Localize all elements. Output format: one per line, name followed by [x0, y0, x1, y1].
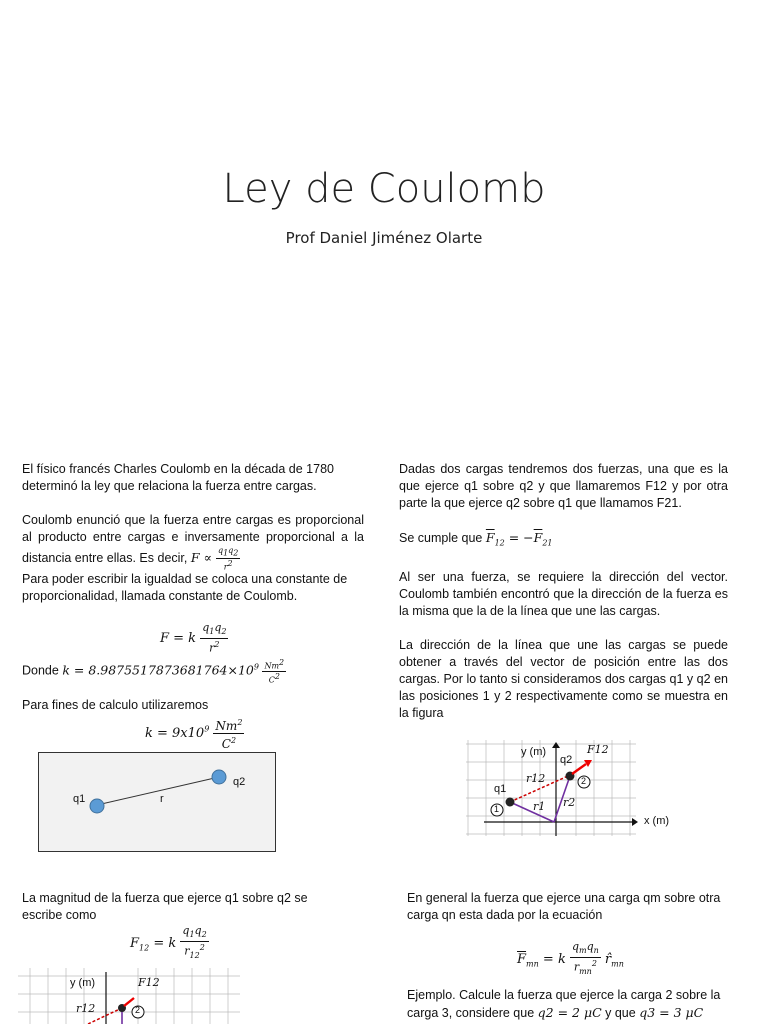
f12-label: F12 — [138, 976, 160, 989]
charge-q2 — [212, 770, 226, 784]
fig-r1-label: r1 — [533, 800, 546, 813]
right-column — [399, 461, 728, 739]
author: Prof Daniel Jiménez Olarte — [285, 229, 483, 247]
vector-figure: y (m) x (m) q1 q2 F12 r12 r1 r2 1 2 — [466, 740, 676, 836]
forces-paragraph: Dadas dos cargas tendremos dos fuerzas, una que es la que ejerce q1 sobre q2 y que llamaremos F12 y por otra parte la que ejerce q2 sobre q1 que llamamos F21. — [399, 462, 728, 510]
intro-paragraph: El físico francés Charles Coulomb en la década de 1780 determinó la ley que relaciona la fuerza entre cargas. — [22, 462, 334, 493]
general-formula: $\overline{F}_{mn} = k$ $\frac{q_mq_n}{r_{mn}^2}$ $r̂_{mn}$ — [517, 940, 624, 977]
fig-q2-label: q2 — [560, 754, 573, 766]
page-title: Ley de Coulomb — [222, 166, 546, 212]
r-label: r — [160, 793, 164, 805]
q1-label: q1 — [73, 793, 86, 805]
f12-magnitude-formula: $F_{12} = k$ $\frac{q_1q_2}{r_{12}^2}$ — [130, 924, 207, 961]
k-approx-formula: $k = 9x10^9$ $\frac{Nm^2}{C^2}$ — [145, 718, 243, 751]
q2-label: q2 — [233, 776, 246, 788]
y-axis-label: y (m) — [521, 746, 547, 758]
proportional-formula: F ∝ $\frac{q_1q_2}{r^2}$ — [190, 546, 239, 572]
coulomb-paragraph: Coulomb enunció que la fuerza entre cargas es proporcional al producto entre cargas e inversamente proporcional a la distancia entre ellas. Es decir, F ∝ $\frac{q_1q_2}{r^2}$ — [22, 513, 364, 572]
constant-line: Donde $k = 8.9875517873681764\times 10^9$ $\frac{Nm^2}{C^2}$ — [22, 658, 285, 685]
fig-q1-label: q1 — [494, 783, 507, 795]
general-text: En general la fuerza que ejerce una carga qm sobre otra carga qn esta dada por la ecuación — [407, 891, 721, 922]
distance-line — [97, 777, 219, 805]
x-axis-label: x (m) — [644, 815, 670, 827]
fig-f12-label: F12 — [587, 743, 609, 756]
vector-figure-partial: y (m) F12 r12 2 — [18, 968, 240, 1024]
coulomb-formula: F = k $\frac{q_1q_2}{r^2}$ — [160, 621, 227, 655]
k-exact-value: 8.9875517873681764×10 — [88, 662, 254, 678]
fig-r2-label: r2 — [563, 796, 576, 809]
equality-line: Se cumple que $\overline{F}_{12} = -\overline{F}_{21}$ — [399, 530, 553, 548]
direction-paragraph: Al ser una fuerza, se requiere la dirección del vector. Coulomb también encontró que la dirección de la fuerza es la misma que la de la línea que une las cargas. — [399, 569, 728, 618]
position-vector-paragraph: La dirección de la línea que une las cargas se puede obtener a través del vector de posición entre las dos cargas. Por lo tanto si consideramos dos cargas q1 y q2 en las posiciones 1 y 2 respectivamente como se muestra en la figura — [399, 637, 728, 720]
fig-r12-label: r12 — [526, 772, 546, 785]
r12-label: r12 — [76, 1002, 96, 1015]
equality-paragraph: Para poder escribir la igualdad se coloca una constante de proporcionalidad, llamada constante de Coulomb. — [22, 572, 348, 604]
left-column — [22, 461, 364, 622]
calc-intro: Para fines de calculo utilizaremos — [22, 698, 209, 712]
magnitude-text: La magnitud de la fuerza que ejerce q1 sobre q2 se escribe como — [22, 891, 308, 922]
charges-diagram — [38, 752, 276, 852]
example-text: Ejemplo. Calcule la fuerza que ejerce la carga 2 sobre la carga 3, considere que q2 = 2 μC y que q3 = 3 μC — [407, 988, 721, 1020]
charge-q1 — [90, 799, 104, 813]
